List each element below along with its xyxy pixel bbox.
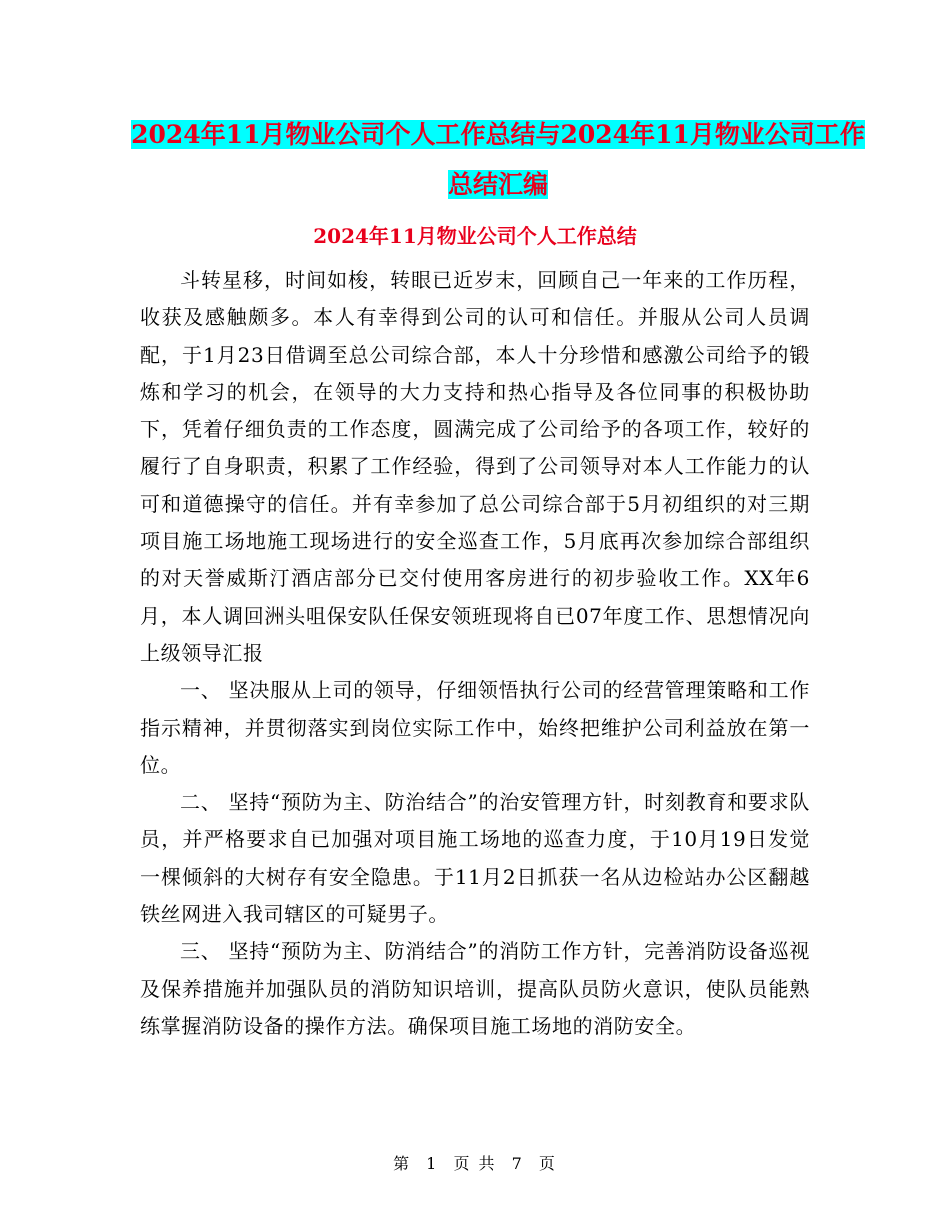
footer-suffix: 页 — [538, 1154, 557, 1173]
paragraph-point-1: 一、 坚决服从上司的领导，仔细领悟执行公司的经营管理策略和工作 指示精神，并贯彻落实到岗位实际工作中，始终把维护公司利益放在第一位。 — [140, 678, 810, 777]
document-title — [130, 110, 866, 210]
footer-total-pages: 7 — [511, 1154, 524, 1173]
paragraph-point-3: 三、 坚持“预防为主、防消结合”的消防工作方针，完善消防设备巡视及保养措施并加强队员的消防知识培训，提高队员防火意识，使队员能熟练掌握消防设备的操作方法。确保项目施工场地的消防安全。 — [140, 939, 810, 1038]
document-body — [140, 262, 810, 1045]
paragraph-intro: 斗转星移，时间如梭，转眼已近岁末，回顾自己一年来的工作历程，收获及感触颇多。本人有幸得到公司的认可和信任。并服从公司人员调配，于1月23日借调至总公司综合部，本人十分珍惜和感激公司给予的锻炼和学习的机会，在领导的大力支持和热心指导及各位同事的积极协助下，凭着仔细负责的工作态度，圆满完成了公司给予的各项工作，较好的履行了自身职责，积累了工作经验，得到了公司领导对本人工作能力的认可和道德操守的信任。并有幸参加了总公司综合部于5月初组织的对三期项目施工场地施工现场进行的安全巡查工作，5月底再次参加综合部组织的对天誉威斯汀酒店部分已交付使用客房进行的初步验收工作。XX年6月，本人调回洲头咀保安队任保安领班现将自已07年度工作、思想情况向上级领导汇报 — [140, 268, 810, 665]
footer-prefix: 第 — [393, 1154, 412, 1173]
section-title: 2024年11月物业公司个人工作总结 — [313, 224, 637, 248]
footer-middle: 页 共 — [453, 1154, 497, 1173]
paragraph-point-2: 二、 坚持“预防为主、防治结合”的治安管理方针，时刻教育和要求队员，并严格要求自已加强对项目施工场地的巡查力度，于10月19日发觉一棵倾斜的大树存有安全隐患。于11月2日抓获一名从边检站办公区翻越铁丝网进入我司辖区的可疑男子。 — [140, 790, 810, 927]
document-title-text: 2024年11月物业公司个人工作总结与2024年11月物业公司工作总结汇编 — [131, 120, 865, 199]
page-footer — [0, 1152, 950, 1176]
footer-page-number: 1 — [426, 1154, 439, 1173]
